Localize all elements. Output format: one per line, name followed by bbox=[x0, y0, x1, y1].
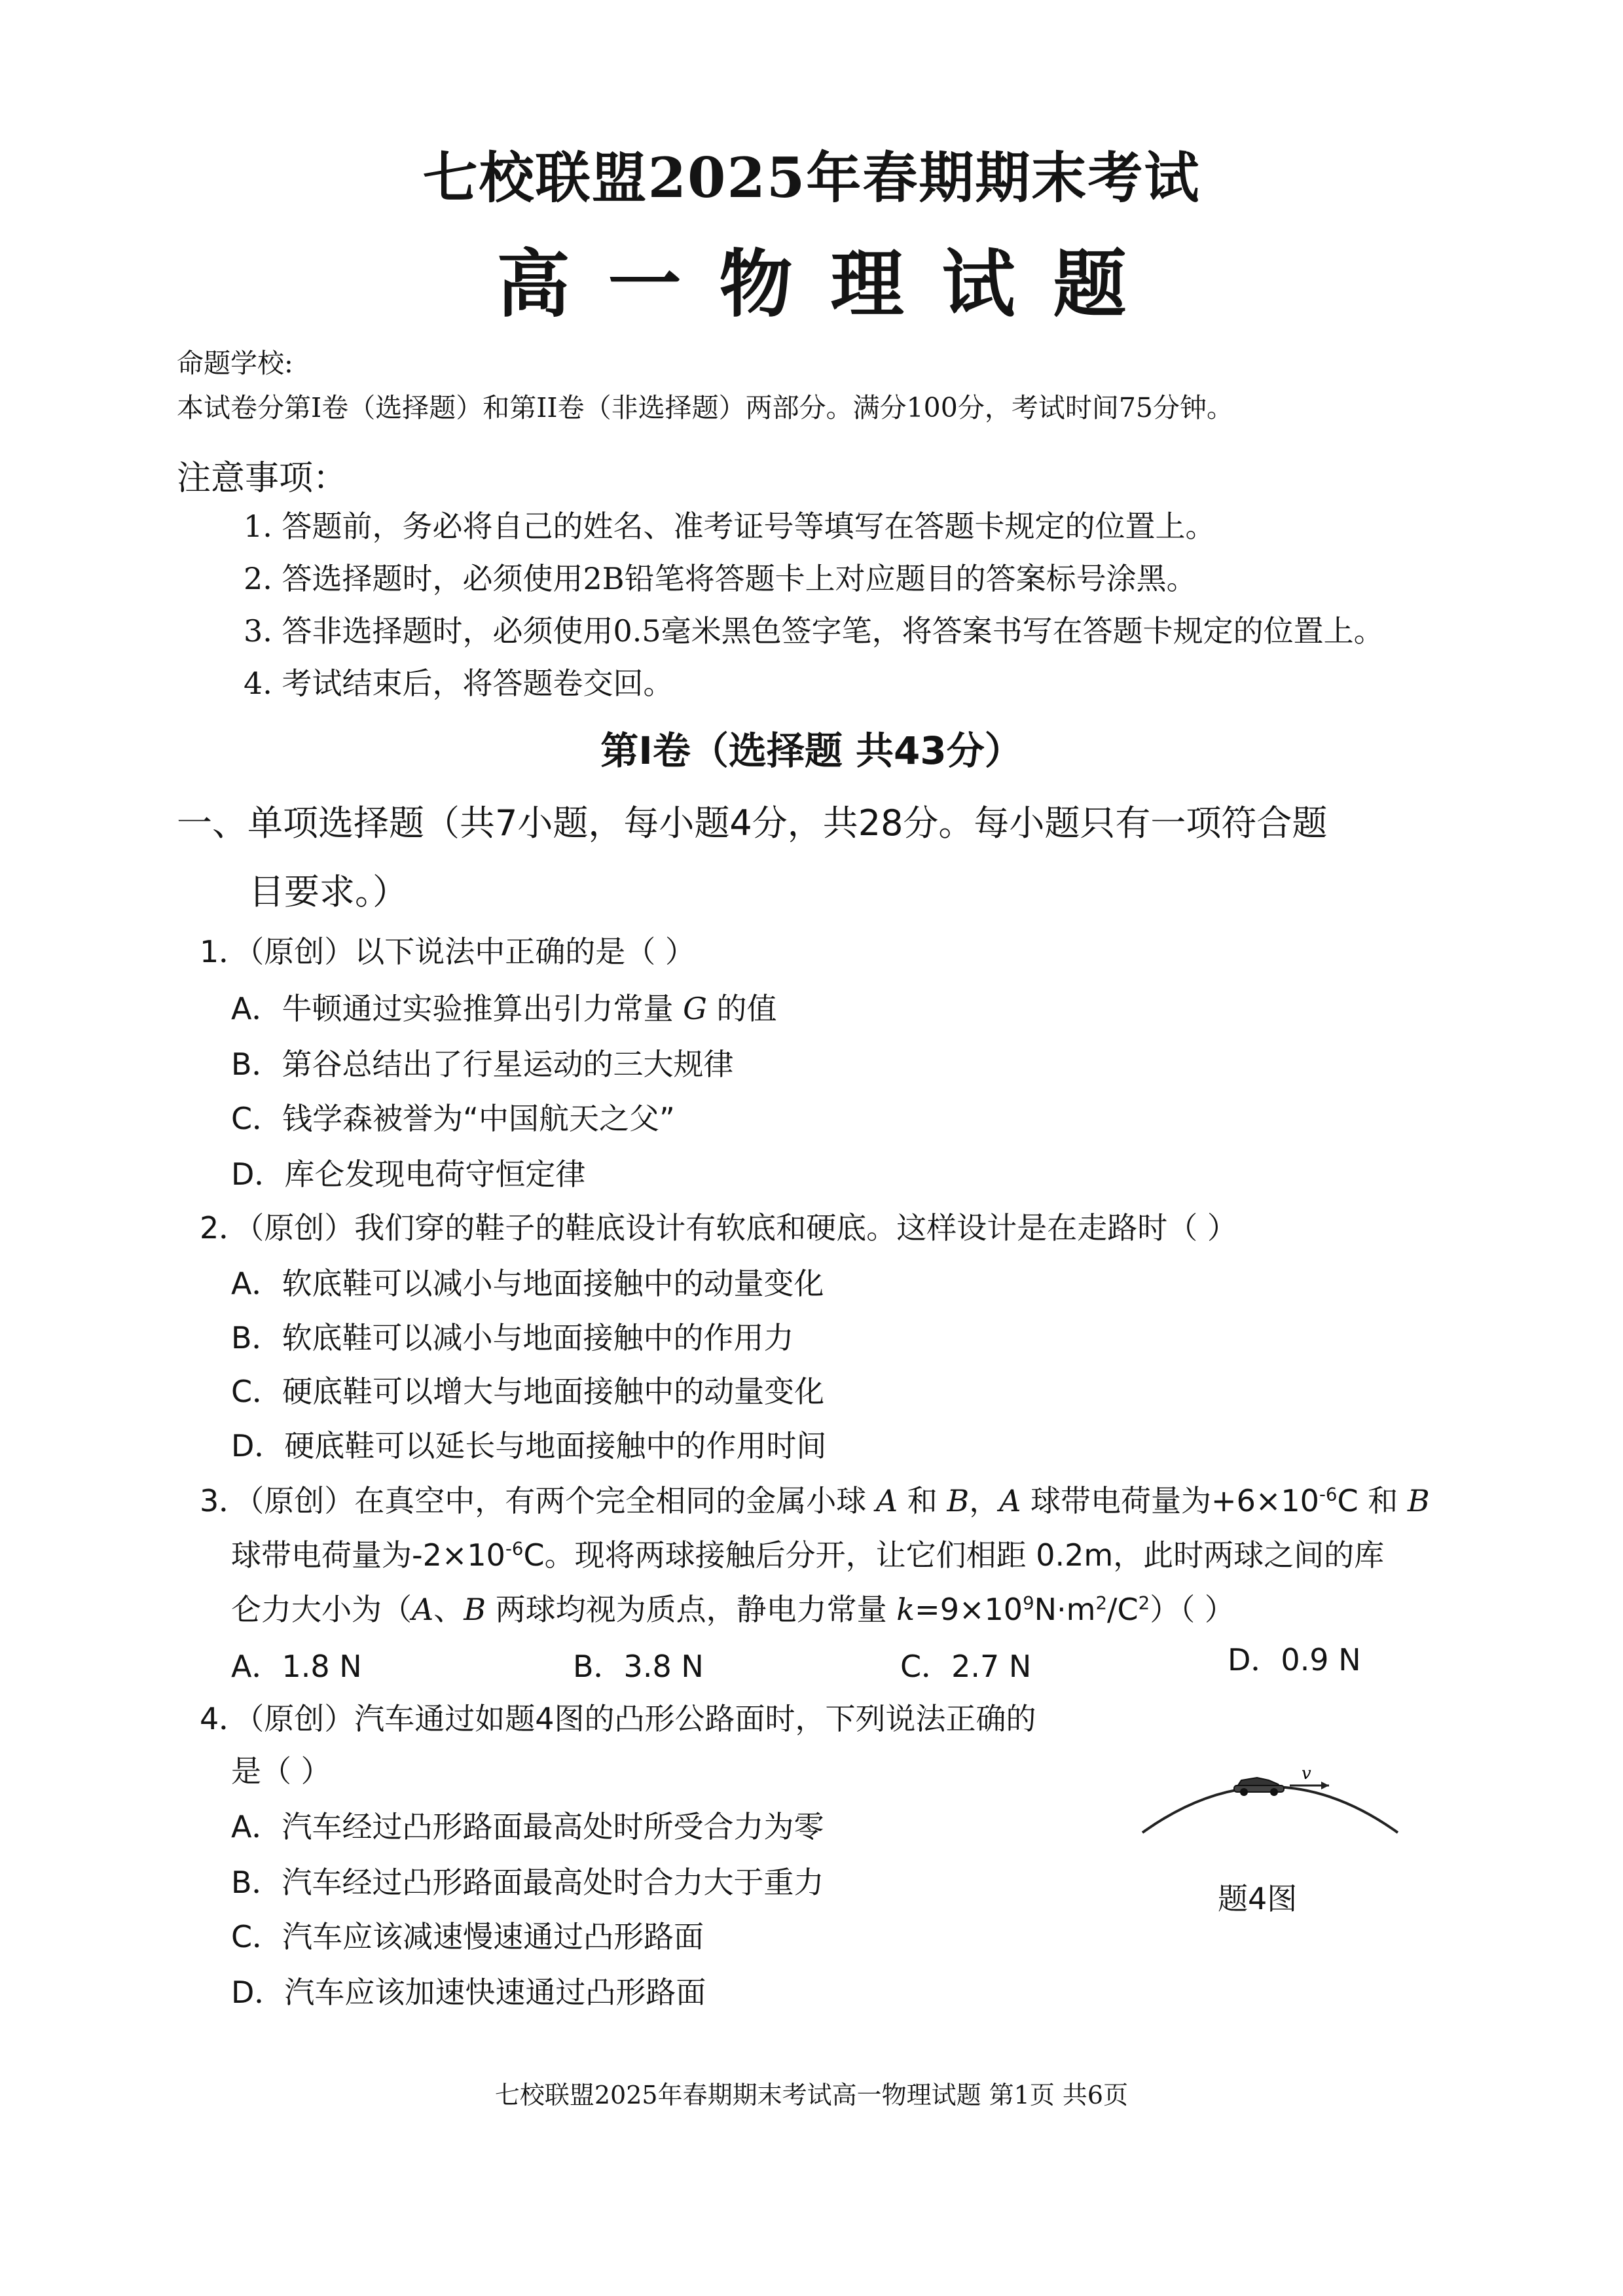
note-item: 1. 答题前，务必将自己的姓名、准考证号等填写在答题卡规定的位置上。 bbox=[244, 509, 1216, 544]
option-text: 的值 bbox=[706, 991, 777, 1026]
option-text: A．牛顿通过实验推算出引力常量 bbox=[231, 991, 684, 1026]
figure-caption: 题4图 bbox=[1218, 1881, 1298, 1916]
question-1-option-b: B．第谷总结出了行星运动的三大规律 bbox=[231, 1047, 734, 1082]
question-1-option-a bbox=[231, 985, 776, 1028]
stem-text: 两球均视为质点，静电力常量 bbox=[486, 1592, 897, 1627]
author-school: 命题学校: bbox=[177, 348, 293, 379]
note-item: 4. 考试结束后，将答题卷交回。 bbox=[244, 666, 674, 701]
variable: B bbox=[1407, 1483, 1430, 1518]
question-2-option-c: C．硬底鞋可以增大与地面接触中的动量变化 bbox=[231, 1374, 825, 1409]
stem-text: 和 bbox=[898, 1483, 947, 1518]
variable: A bbox=[875, 1483, 898, 1518]
question-4-option-b: B．汽车经过凸形路面最高处时合力大于重力 bbox=[231, 1865, 824, 1900]
stem-text: 球带电荷量为+6×10 bbox=[1021, 1483, 1319, 1518]
question-4-option-c: C．汽车应该减速慢速通过凸形路面 bbox=[231, 1919, 704, 1954]
exponent: 9 bbox=[1023, 1592, 1034, 1614]
question-3-option-c: C．2.7 N bbox=[900, 1649, 1032, 1684]
question-2-option-a: A．软底鞋可以减小与地面接触中的动量变化 bbox=[231, 1266, 824, 1301]
notes-title: 注意事项： bbox=[177, 459, 348, 498]
exam-title: 七校联盟2025年春期期末考试 bbox=[422, 145, 1201, 210]
part-heading: 一、单项选择题（共7小题，每小题4分，共28分。每小题只有一项符合题 bbox=[177, 802, 1328, 844]
stem-text: C 和 bbox=[1337, 1483, 1408, 1518]
question-2-option-d: D．硬底鞋可以延长与地面接触中的作用时间 bbox=[231, 1428, 827, 1463]
question-3-option-d: D．0.9 N bbox=[1228, 1642, 1361, 1677]
question-1-option-c: C．钱学森被誉为“中国航天之父” bbox=[231, 1101, 675, 1136]
convex-road-figure bbox=[1133, 1748, 1408, 1852]
question-4-option-a: A．汽车经过凸形路面最高处时所受合力为零 bbox=[231, 1809, 824, 1844]
section-title: 第I卷（选择题 共43分） bbox=[600, 728, 1023, 773]
velocity-label: v bbox=[1302, 1764, 1311, 1784]
variable: k bbox=[896, 1592, 915, 1627]
question-1-stem: 1．（原创）以下说法中正确的是（ ） bbox=[200, 934, 695, 969]
stem-text: ， bbox=[969, 1483, 1000, 1518]
question-2-stem: 2．（原创）我们穿的鞋子的鞋底设计有软底和硬底。这样设计是在走路时（ ） bbox=[200, 1210, 1237, 1246]
variable: B bbox=[464, 1592, 486, 1627]
variable: A bbox=[412, 1592, 434, 1627]
question-4-stem-line2: 是（ ） bbox=[231, 1753, 331, 1789]
exponent: -6 bbox=[505, 1537, 524, 1560]
stem-text: 仑力大小为（ bbox=[231, 1592, 412, 1627]
subject-title: 高一物理试题 bbox=[496, 242, 1165, 327]
question-2-option-b: B．软底鞋可以减小与地面接触中的作用力 bbox=[231, 1320, 794, 1355]
note-item: 3. 答非选择题时，必须使用0.5毫米黑色签字笔，将答案书写在答题卡规定的位置上。 bbox=[244, 613, 1384, 649]
stem-text: 3．（原创）在真空中，有两个完全相同的金属小球 bbox=[200, 1483, 876, 1518]
convex-road-curve bbox=[1142, 1787, 1398, 1833]
exam-intro: 本试卷分第I卷（选择题）和第II卷（非选择题）两部分。满分100分，考试时间75分钟。 bbox=[177, 392, 1234, 423]
page-footer: 七校联盟2025年春期期末考试高一物理试题 第1页 共6页 bbox=[494, 2081, 1129, 2109]
part-heading-cont: 目要求。） bbox=[249, 871, 408, 912]
question-3-option-a: A．1.8 N bbox=[231, 1649, 362, 1684]
exponent: -6 bbox=[1319, 1483, 1338, 1505]
question-4-option-d: D．汽车应该加速快速通过凸形路面 bbox=[231, 1975, 706, 2010]
variable: G bbox=[683, 991, 707, 1026]
exponent: 2 bbox=[1138, 1592, 1150, 1614]
note-item: 2. 答选择题时，必须使用2B铅笔将答题卡上对应题目的答案标号涂黑。 bbox=[244, 561, 1197, 596]
question-3-stem-line2 bbox=[231, 1532, 1384, 1575]
car-icon bbox=[1234, 1778, 1284, 1796]
variable: B bbox=[947, 1483, 970, 1518]
variable: A bbox=[999, 1483, 1021, 1518]
stem-text: =9×10 bbox=[915, 1592, 1023, 1627]
stem-text: 球带电荷量为-2×10 bbox=[231, 1537, 505, 1573]
question-4-stem-line1: 4．（原创）汽车通过如题4图的凸形公路面时，下列说法正确的 bbox=[200, 1701, 1036, 1736]
exponent: 2 bbox=[1095, 1592, 1108, 1614]
question-3-stem-line1 bbox=[200, 1477, 1430, 1520]
stem-text: ）（ ） bbox=[1150, 1592, 1235, 1627]
arrow-head-icon bbox=[1321, 1782, 1329, 1789]
question-3-option-b: B．3.8 N bbox=[573, 1649, 704, 1684]
stem-text: 、 bbox=[433, 1592, 464, 1627]
stem-text: C。现将两球接触后分开，让它们相距 0.2m，此时两球之间的库 bbox=[523, 1537, 1385, 1573]
stem-text: /C bbox=[1107, 1592, 1139, 1627]
question-3-stem-line3 bbox=[231, 1586, 1235, 1629]
question-1-option-d: D．库仑发现电荷守恒定律 bbox=[231, 1157, 586, 1192]
stem-text: N·m bbox=[1034, 1592, 1096, 1627]
